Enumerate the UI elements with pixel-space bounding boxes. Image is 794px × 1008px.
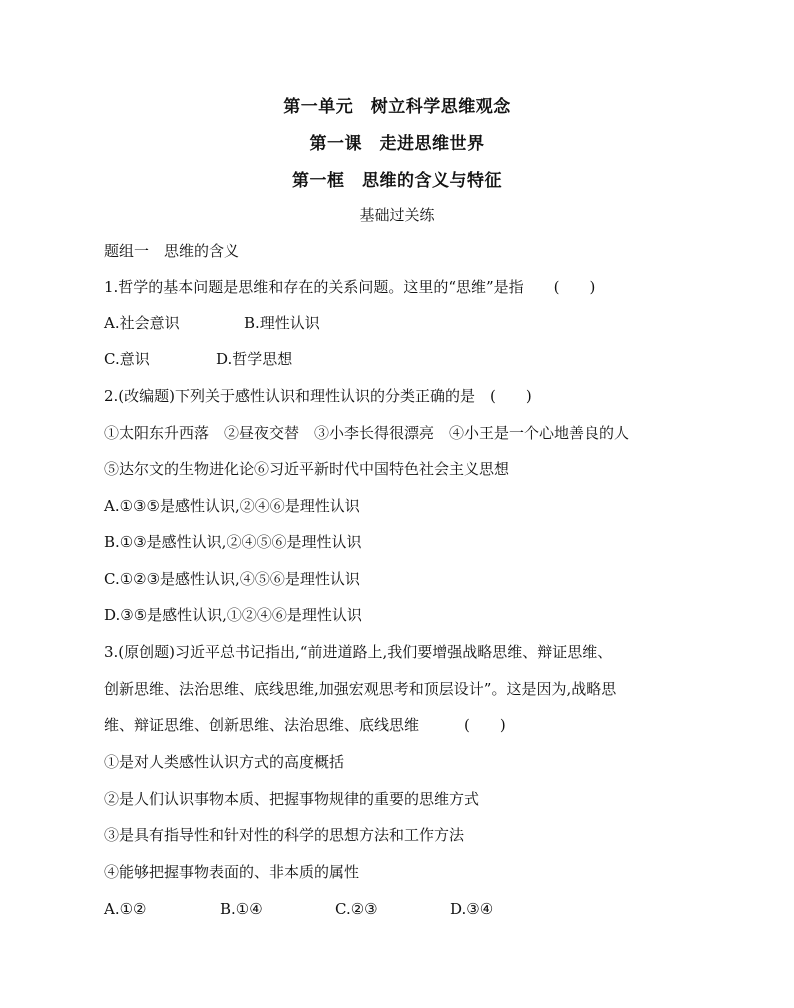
lesson-title: 第一课 走进思维世界 [309, 134, 485, 154]
unit-title: 第一单元 树立科学思维观念 [283, 97, 511, 117]
section-title: 第一框 思维的含义与特征 [292, 171, 502, 191]
q3-option-d: D.③④ [450, 900, 494, 918]
q2-option-d: D.③⑤是感性认识,①②④⑥是理性认识 [104, 606, 362, 624]
q3-item-4: ④能够把握事物表面的、非本质的属性 [104, 863, 360, 881]
question-2-stem: 2.(改编题)下列关于感性认识和理性认识的分类正确的是 ( ) [104, 387, 532, 405]
q2-items-line-1: ①太阳东升西落 ②昼夜交替 ③小李长得很漂亮 ④小王是一个心地善良的人 [104, 424, 630, 442]
q2-option-a: A.①③⑤是感性认识,②④⑥是理性认识 [104, 497, 360, 515]
q3-item-3: ③是具有指导性和针对性的科学的思想方法和工作方法 [104, 826, 465, 844]
q1-option-c: C.意识 [104, 350, 150, 368]
question-1-stem: 1.哲学的基本问题是思维和存在的关系问题。这里的“思维”是指 ( ) [104, 278, 596, 296]
question-3-stem-line-1: 3.(原创题)习近平总书记指出,“前进道路上,我们要增强战略思维、辩证思维、 [104, 643, 613, 661]
question-3-stem-line-3: 维、辩证思维、创新思维、法治思维、底线思维 ( ) [104, 716, 506, 734]
q1-option-b: B.理性认识 [244, 314, 320, 332]
q2-option-b: B.①③是感性认识,②④⑤⑥是理性认识 [104, 533, 362, 551]
q3-option-a: A.①② [104, 900, 147, 918]
q3-item-2: ②是人们认识事物本质、把握事物规律的重要的思维方式 [104, 790, 480, 808]
q3-option-c: C.②③ [335, 900, 378, 918]
q3-item-1: ①是对人类感性认识方式的高度概括 [104, 753, 345, 771]
question-3-stem-line-2: 创新思维、法治思维、底线思维,加强宏观思考和顶层设计”。这是因为,战略思 [104, 680, 617, 698]
q1-option-a: A.社会意识 [104, 314, 180, 332]
q2-option-c: C.①②③是感性认识,④⑤⑥是理性认识 [104, 570, 360, 588]
group-label: 题组一 思维的含义 [104, 242, 240, 260]
q3-option-b: B.①④ [220, 900, 263, 918]
q1-option-d: D.哲学思想 [216, 350, 293, 368]
q2-items-line-2: ⑤达尔文的生物进化论⑥习近平新时代中国特色社会主义思想 [104, 460, 510, 478]
practice-label: 基础过关练 [359, 206, 435, 224]
